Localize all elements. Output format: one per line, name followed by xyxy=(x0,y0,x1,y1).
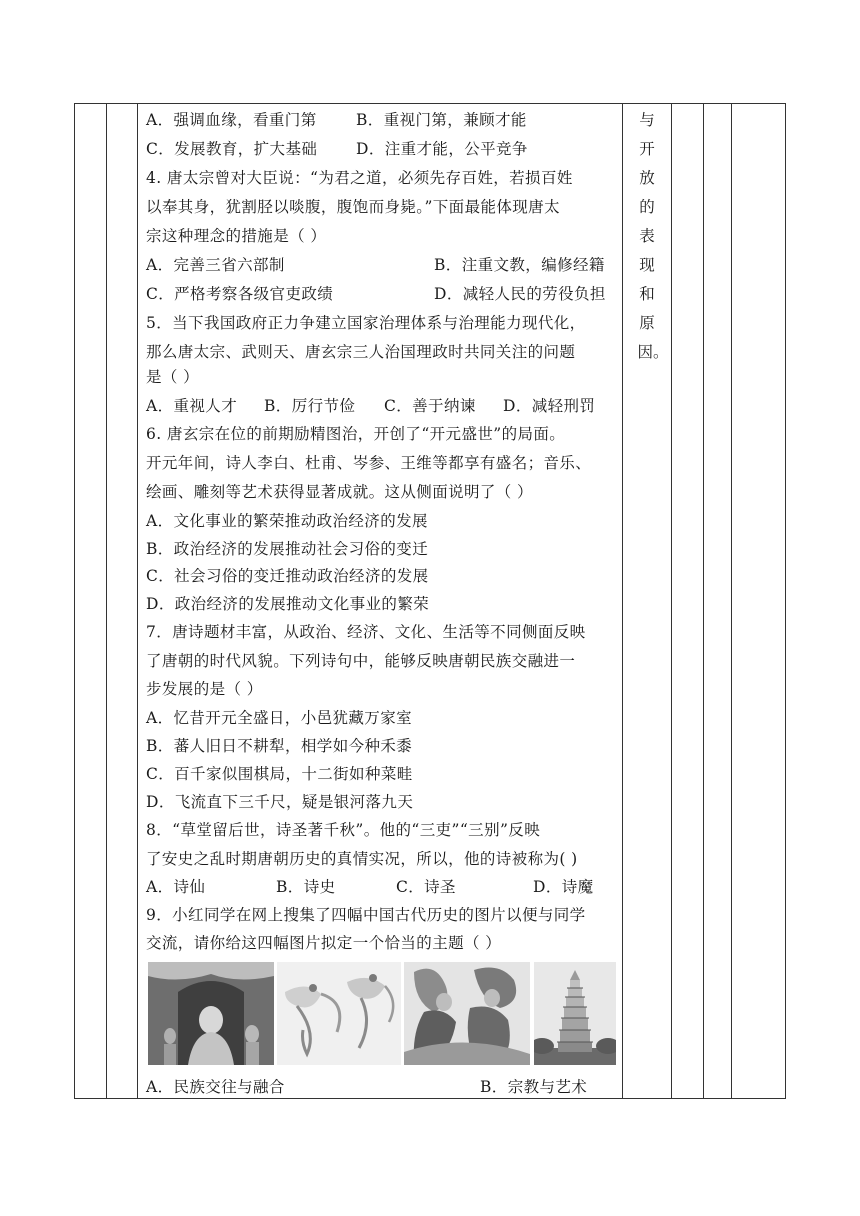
q6-option-c: C．社会习俗的变迁推动政治经济的发展 xyxy=(146,567,429,585)
flying-apsaras-image xyxy=(277,962,401,1065)
q5-stem-line: 那么唐太宗、武则天、唐玄宗三人治国理政时共同关注的问题 xyxy=(146,343,576,361)
column-divider xyxy=(671,104,672,1098)
side-note-char: 原 xyxy=(639,314,655,332)
q6-option-a: A．文化事业的繁荣推动政治经济的发展 xyxy=(146,512,428,530)
side-note-char: 与 xyxy=(639,111,655,129)
q3-option-b: B．重视门第，兼顾才能 xyxy=(356,111,527,129)
q7-stem-line: 7．唐诗题材丰富，从政治、经济、文化、生活等不同侧面反映 xyxy=(146,623,586,641)
q5-stem-line: 是（ ） xyxy=(146,368,200,386)
q7-stem-line: 步发展的是（ ） xyxy=(146,680,263,698)
q6-stem-line: 绘画、雕刻等艺术获得显著成就。这从侧面说明了（ ） xyxy=(146,483,533,501)
q3-option-a: A．强调血缘，看重门第 xyxy=(146,111,317,129)
q5-stem-line: 5．当下我国政府正力争建立国家治理体系与治理能力现代化， xyxy=(146,314,586,332)
column-divider xyxy=(106,104,107,1098)
q6-stem-line: 开元年间，诗人李白、杜甫、岑参、王维等都享有盛名；音乐、 xyxy=(146,454,592,472)
q7-option-a: A．忆昔开元全盛日，小邑犹藏万家室 xyxy=(146,709,412,727)
q7-option-d: D．飞流直下三千尺，疑是银河落九天 xyxy=(146,793,414,811)
q3-option-c: C．发展教育，扩大基础 xyxy=(146,140,318,158)
q7-stem-line: 了唐朝的时代风貌。下列诗句中，能够反映唐朝民族交融进一 xyxy=(146,652,576,670)
q3-option-d: D．注重才能，公平竞争 xyxy=(356,140,528,158)
q8-stem-line: 8．“草堂留后世，诗圣著千秋”。他的“三吏”“三别”反映 xyxy=(146,821,541,839)
column-divider xyxy=(731,104,732,1098)
q8-stem-line: 了安史之乱时期唐朝历史的真情实况，所以，他的诗被称为( ) xyxy=(146,850,578,868)
q7-option-b: B．蕃人旧日不耕犁，相学如今种禾黍 xyxy=(146,737,413,755)
q9-image-strip xyxy=(146,962,616,1065)
q4-stem-line: 4. 唐太宗曾对大臣说：“为君之道，必须先存百姓，若损百姓 xyxy=(146,169,573,187)
wild-goose-pagoda-image xyxy=(534,962,616,1065)
q5-option-d: D．减轻刑罚 xyxy=(503,397,596,415)
q4-option-c: C．严格考察各级官吏政绩 xyxy=(146,285,334,303)
side-note-char: 放 xyxy=(639,169,655,187)
column-divider xyxy=(703,104,704,1098)
q5-option-b: B．厉行节俭 xyxy=(264,397,356,415)
side-note-char: 现 xyxy=(639,256,655,274)
side-note-char: 的 xyxy=(639,198,655,216)
q6-stem-line: 6. 唐玄宗在位的前期励精图治，开创了“开元盛世”的局面。 xyxy=(146,425,566,443)
q8-option-d: D．诗魔 xyxy=(533,878,594,896)
side-note-char: 和 xyxy=(639,285,655,303)
q9-stem-line: 交流，请你给这四幅图片拟定一个恰当的主题（ ） xyxy=(146,934,502,952)
q7-option-c: C．百千家似围棋局，十二街如种菜畦 xyxy=(146,765,413,783)
side-note-char: 开 xyxy=(639,140,655,158)
lesson-table xyxy=(74,103,786,1099)
q5-option-c: C．善于纳谏 xyxy=(384,397,476,415)
q9-stem-line: 9．小红同学在网上搜集了四幅中国古代历史的图片以便与同学 xyxy=(146,906,586,924)
grotto-buddha-image xyxy=(148,962,274,1065)
q4-option-b: B．注重文教，编修经籍 xyxy=(434,256,605,274)
q4-stem-line: 宗这种理念的措施是（ ） xyxy=(146,227,327,245)
column-divider xyxy=(622,104,623,1098)
side-note-char: 表 xyxy=(639,227,655,245)
column-divider xyxy=(137,104,138,1098)
q9-option-b: B．宗教与艺术 xyxy=(480,1078,588,1096)
side-note-char: 因。 xyxy=(637,343,669,361)
q9-option-a: A．民族交往与融合 xyxy=(146,1078,285,1096)
q8-option-b: B．诗史 xyxy=(276,878,336,896)
q5-option-a: A．重视人才 xyxy=(146,397,238,415)
dunhuang-mural-image xyxy=(404,962,530,1065)
q6-option-b: B．政治经济的发展推动社会习俗的变迁 xyxy=(146,540,429,558)
q6-option-d: D．政治经济的发展推动文化事业的繁荣 xyxy=(146,595,430,613)
q4-option-a: A．完善三省六部制 xyxy=(146,256,285,274)
q4-stem-line: 以奉其身，犹割胫以啖腹，腹饱而身毙。”下面最能体现唐太 xyxy=(146,198,560,216)
q8-option-c: C．诗圣 xyxy=(396,878,456,896)
q4-option-d: D．减轻人民的劳役负担 xyxy=(434,285,606,303)
q8-option-a: A．诗仙 xyxy=(146,878,206,896)
